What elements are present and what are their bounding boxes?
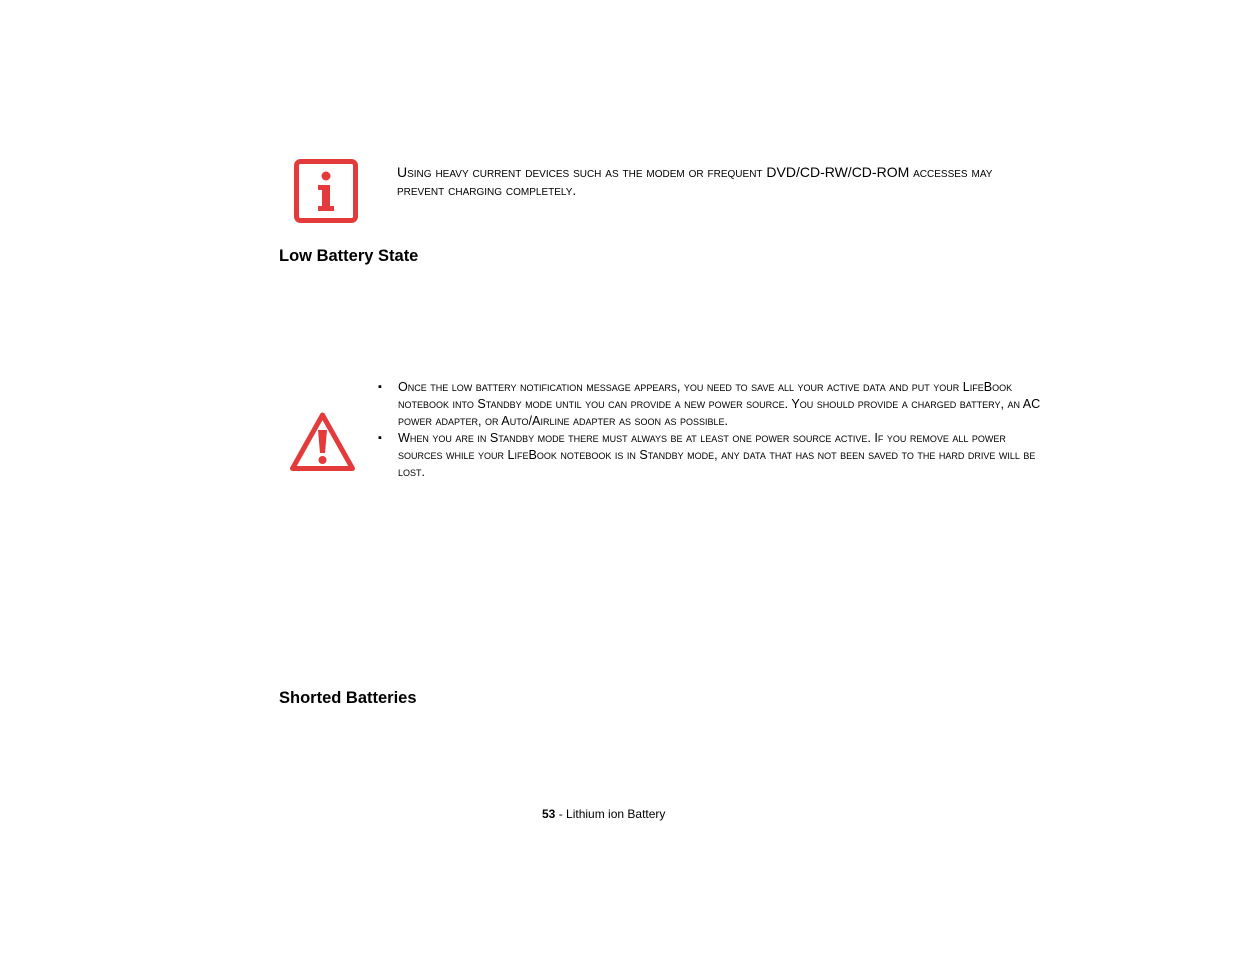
section-heading-shorted-batteries: Shorted Batteries — [279, 689, 417, 707]
footer-separator: - — [555, 807, 567, 821]
warning-list — [378, 379, 1053, 481]
warning-item: ▪ When you are in Standby mode there must always be at least one power source active. If you remove all power sources while your LifeBook notebook is in Standby mode, any data that has not been saved to the hard drive will be lost. — [378, 430, 1053, 481]
section-heading-low-battery: Low Battery State — [279, 247, 419, 265]
page-footer — [542, 807, 665, 821]
info-note-text: Using heavy current devices such as the modem or frequent DVD/CD-RW/CD-ROM accesses may prevent charging completely. — [397, 164, 993, 198]
footer-section-name: Lithium ion Battery — [566, 807, 666, 821]
warning-icon — [289, 411, 356, 472]
page-number: 53 — [542, 807, 556, 821]
warning-item: ▪ Once the low battery notification message appears, you need to save all your active data and put your LifeBook notebook into Standby mode until you can provide a new power source. You should provide a charged battery, an AC power adapter, or Auto/Airline adapter as soon as possible. — [378, 379, 1053, 430]
info-icon — [294, 159, 358, 223]
